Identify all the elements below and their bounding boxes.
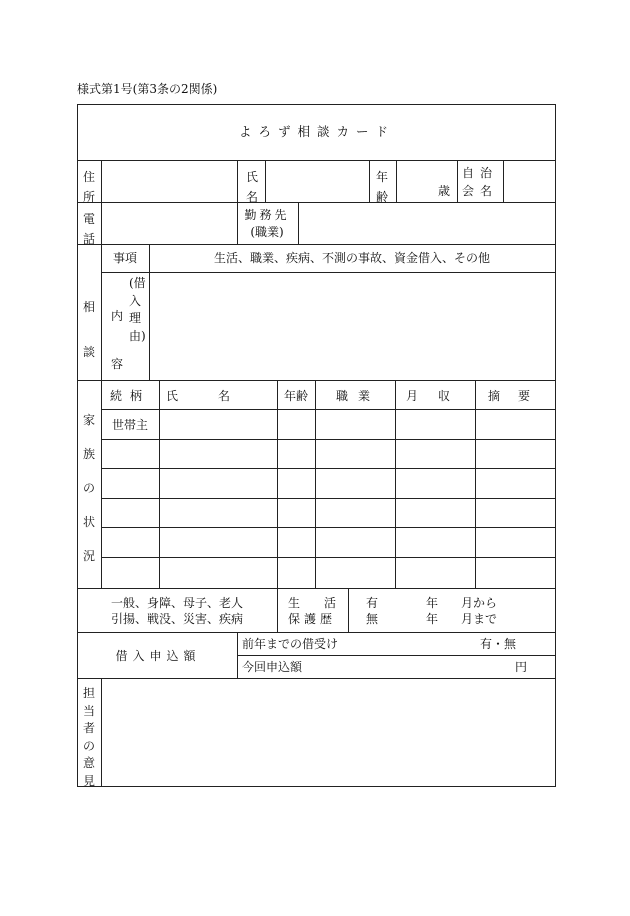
row-divider: [78, 678, 555, 679]
category-line2: 引揚、戦没、災害、疾病: [110, 612, 244, 626]
col-divider: [101, 244, 102, 380]
loan-reason-label: (借入理由): [129, 276, 146, 343]
age-unit: 歳: [438, 184, 451, 198]
yen-unit: 円: [515, 660, 528, 674]
until-month: 月まで: [461, 612, 498, 626]
welfare-no: 無: [366, 612, 379, 626]
row-divider: [101, 527, 555, 528]
previous-loan-label: 前年までの借受け: [242, 637, 339, 651]
council-label-line2: 会名: [461, 184, 499, 198]
col-divider: [457, 160, 458, 202]
row-divider: [101, 498, 555, 499]
consultation-card-form: [77, 104, 556, 787]
row-divider: [78, 160, 555, 161]
matter-label: 事項: [112, 251, 138, 265]
row-divider: [237, 655, 555, 656]
header-occupation: 職業: [335, 389, 381, 403]
from-month: 月から: [461, 596, 498, 610]
col-divider: [503, 160, 504, 202]
content-label: 内容: [111, 309, 124, 371]
name-label: 氏名: [246, 170, 259, 204]
row-divider: [78, 380, 555, 381]
phone-label: 電話: [83, 212, 96, 246]
row-divider: [101, 409, 555, 410]
col-divider: [396, 160, 397, 202]
current-loan-label: 今回申込額: [242, 660, 303, 674]
col-divider: [265, 160, 266, 202]
form-caption: 様式第1号(第3条の2関係): [77, 82, 218, 96]
council-label-line1: 自治: [461, 166, 499, 180]
family-label: 家族の状況: [83, 413, 96, 563]
row-divider: [101, 557, 555, 558]
col-divider: [277, 380, 278, 588]
row-divider: [101, 439, 555, 440]
col-divider: [101, 380, 102, 588]
address-label: 住所: [83, 170, 96, 204]
col-divider: [149, 244, 150, 380]
from-year: 年: [426, 596, 439, 610]
category-line1: 一般、身障、母子、老人: [110, 596, 244, 610]
until-year: 年: [426, 612, 439, 626]
col-divider: [395, 380, 396, 588]
welfare-label-line1: 生活: [287, 596, 361, 610]
col-divider: [298, 202, 299, 244]
row-divider: [78, 202, 555, 203]
col-divider: [475, 380, 476, 588]
col-divider: [159, 380, 160, 588]
workplace-label: 勤務先: [244, 208, 290, 222]
form-title: よろず相談カード: [238, 124, 396, 139]
opinion-label: 担当者の意見: [83, 686, 96, 788]
col-divider: [237, 160, 238, 244]
consult-label: 相談: [83, 300, 96, 359]
previous-loan-choice: 有・無: [480, 637, 517, 651]
header-name: 氏名: [165, 389, 271, 403]
col-divider: [369, 160, 370, 202]
welfare-label-line2: 保護歴: [287, 612, 337, 626]
header-remarks: 摘要: [487, 389, 549, 403]
household-head: 世帯主: [111, 418, 149, 432]
header-age: 年齢: [283, 389, 309, 403]
col-divider: [101, 678, 102, 786]
row-divider: [78, 588, 555, 589]
age-label: 年齢: [376, 170, 389, 204]
col-divider: [348, 588, 349, 632]
header-income: 月収: [405, 389, 471, 403]
header-relation: 続柄: [109, 389, 151, 403]
loan-label: 借入申込額: [115, 649, 201, 663]
col-divider: [277, 588, 278, 632]
matter-options: 生活、職業、疾病、不測の事故、資金借入、その他: [213, 251, 491, 265]
col-divider: [237, 632, 238, 678]
workplace-note: (職業): [250, 225, 284, 239]
col-divider: [315, 380, 316, 588]
welfare-yes: 有: [366, 596, 379, 610]
row-divider: [78, 632, 555, 633]
row-divider: [101, 468, 555, 469]
col-divider: [101, 160, 102, 244]
row-divider: [101, 272, 555, 273]
